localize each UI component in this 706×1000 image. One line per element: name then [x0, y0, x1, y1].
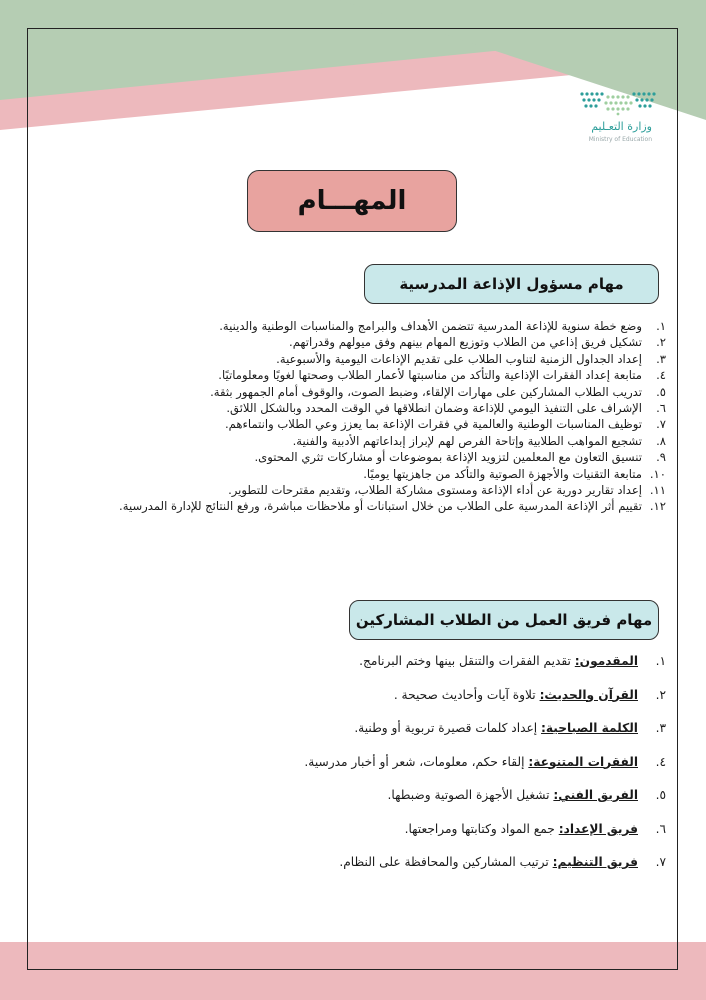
item-term: فريق التنظيم:	[552, 855, 638, 869]
item-number: ٢.	[656, 335, 666, 350]
item-text: تدريب الطلاب المشاركين على مهارات الإلقاء، وضبط الصوت، والوقوف أمام الجمهور بثقة.	[210, 384, 642, 399]
list-item	[48, 653, 668, 687]
student-team-duties-list	[48, 653, 668, 888]
list-item	[48, 400, 668, 416]
list-item	[48, 498, 668, 514]
list-item	[48, 466, 668, 482]
item-number: ٨.	[656, 433, 666, 448]
item-term: القرآن والحديث:	[539, 687, 638, 702]
item-number: ١١.	[649, 483, 666, 498]
page-title: المهـــام	[247, 170, 457, 232]
item-number: ٦.	[656, 401, 666, 416]
item-text: تنسيق التعاون مع المعلمين لتزويد الإذاعة بموضوعات أو مشاركات تثري المحتوى.	[254, 450, 642, 465]
item-text: تقديم الفقرات والتنقل بينها وختم البرنامج.	[359, 654, 575, 668]
item-term: المقدمون:	[574, 654, 638, 668]
item-text: توظيف المناسبات الوطنية والعالمية في فقرات الإذاعة بما يعزز وعي الطلاب وانتماءهم.	[224, 417, 642, 432]
item-text: تشكيل فريق إذاعي من الطلاب وتوزيع المهام بينهم وفق ميولهم وقدراتهم.	[289, 335, 642, 350]
list-item	[48, 367, 668, 383]
item-text: الإشراف على التنفيذ اليومي للإذاعة وضمان انطلاقها في الوقت المحدد وبالشكل اللائق.	[226, 401, 642, 416]
list-item	[48, 384, 668, 400]
list-item	[48, 821, 668, 855]
item-number: ٧.	[656, 417, 666, 432]
item-text: وضع خطة سنوية للإذاعة المدرسية تتضمن الأهداف والبرامج والمناسبات الوطنية والدينية.	[219, 319, 642, 333]
item-number: ٥.	[655, 788, 666, 802]
item-number: ٩.	[656, 450, 666, 465]
item-text: تشجيع المواهب الطلابية وإتاحة الفرص لهم لإبراز إبداعاتهم الأدبية والفنية.	[292, 433, 642, 448]
item-number: ٣.	[655, 721, 666, 735]
item-number: ١٢.	[649, 499, 666, 514]
list-item	[48, 416, 668, 432]
logo-dots-icon	[578, 90, 658, 116]
item-text: إعداد كلمات قصيرة تربوية أو وطنية.	[354, 721, 542, 735]
broadcast-officer-duties-list	[48, 318, 668, 515]
item-text: إعداد تقارير دورية عن أداء الإذاعة ومستوى مشاركة الطلاب، وتقديم مقترحات للتطوير.	[228, 483, 642, 498]
list-item	[48, 854, 668, 888]
item-number: ٤.	[656, 368, 666, 383]
item-term: فريق الإعداد:	[558, 821, 638, 836]
item-text: تلاوة آيات وأحاديث صحيحة .	[393, 687, 540, 702]
section-heading-broadcast-officer: مهام مسؤول الإذاعة المدرسية	[364, 264, 659, 304]
list-item	[48, 687, 668, 721]
logo-arabic-text: وزارة التعـليم	[591, 120, 652, 133]
item-text: جمع المواد وكتابتها ومراجعتها.	[404, 821, 559, 836]
item-number: ١٠.	[649, 466, 666, 481]
ministry-logo	[548, 90, 658, 150]
item-term: الفريق الفني:	[553, 788, 638, 802]
item-text: ترتيب المشاركين والمحافظة على النظام.	[339, 855, 553, 869]
logo-english-text: Ministry of Education	[588, 136, 652, 143]
list-item	[48, 318, 668, 334]
list-item	[48, 754, 668, 788]
item-term: الفقرات المتنوعة:	[528, 754, 638, 769]
item-number: ٣.	[656, 351, 666, 366]
item-text: تشغيل الأجهزة الصوتية وضبطها.	[387, 788, 554, 802]
list-item	[48, 334, 668, 350]
item-term: الكلمة الصباحية:	[541, 721, 638, 735]
item-number: ١.	[656, 319, 666, 333]
item-number: ٧.	[655, 855, 666, 869]
item-text: متابعة التقنيات والأجهزة الصوتية والتأكد من جاهزيتها يوميًا.	[363, 466, 642, 481]
item-number: ٦.	[655, 821, 666, 836]
item-number: ١.	[655, 654, 666, 668]
item-text: تقييم أثر الإذاعة المدرسية على الطلاب من خلال استبانات أو ملاحظات مباشرة، ورفع النتائج للإدارة المدرسية.	[119, 499, 642, 514]
list-item	[48, 482, 668, 498]
item-number: ٥.	[656, 384, 666, 399]
item-text: إعداد الجداول الزمنية لتناوب الطلاب على تقديم الإذاعات اليومية والأسبوعية.	[276, 351, 642, 366]
list-item	[48, 449, 668, 465]
item-number: ٢.	[655, 687, 666, 702]
list-item	[48, 787, 668, 821]
section-heading-student-team: مهام فريق العمل من الطلاب المشاركين	[349, 600, 659, 640]
item-text: متابعة إعداد الفقرات الإذاعية والتأكد من مناسبتها لأعمار الطلاب وصحتها لغويًا ومعلوماتيًا.	[218, 368, 642, 383]
list-item	[48, 433, 668, 449]
list-item	[48, 720, 668, 754]
item-text: إلقاء حكم، معلومات، شعر أو أخبار مدرسية.	[304, 754, 529, 769]
item-number: ٤.	[655, 754, 666, 769]
list-item	[48, 351, 668, 367]
